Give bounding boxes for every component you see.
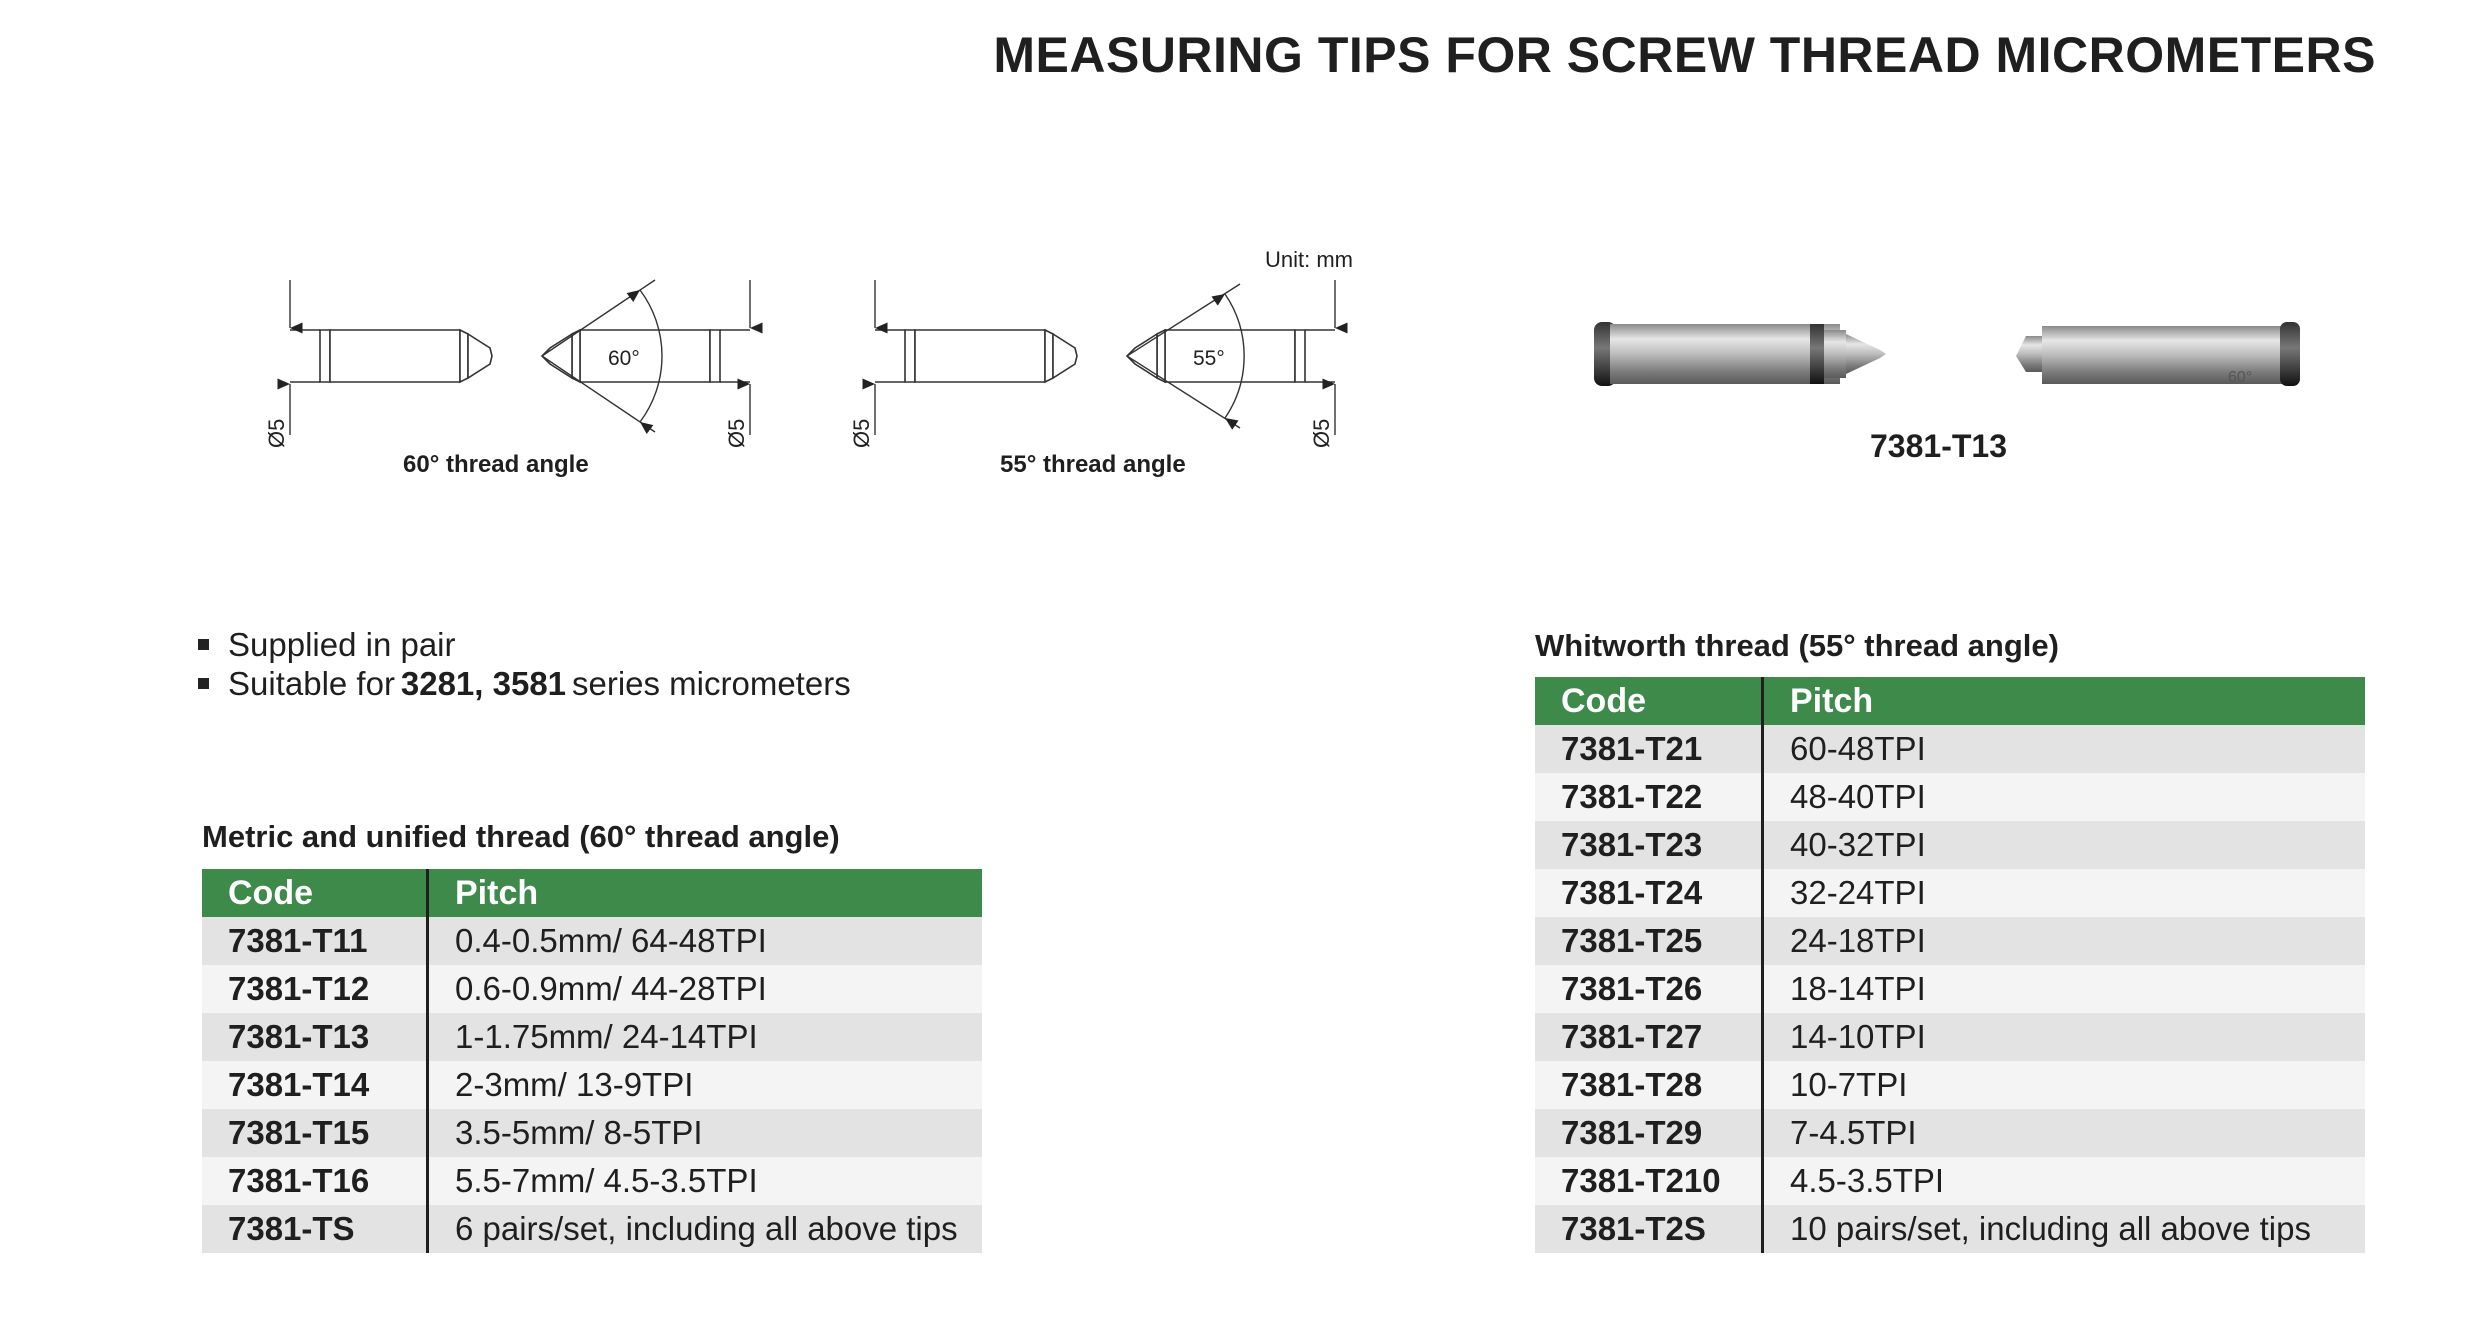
code-cell: 7381-T210 bbox=[1535, 1157, 1763, 1205]
code-cell: 7381-T24 bbox=[1535, 869, 1763, 917]
column-header-pitch: Pitch bbox=[1763, 677, 2366, 725]
table-row bbox=[202, 1205, 982, 1253]
pitch-cell: 18-14TPI bbox=[1763, 965, 2366, 1013]
tip-diagram-55 bbox=[849, 270, 1375, 460]
bullet-icon bbox=[198, 678, 209, 689]
column-header-code: Code bbox=[1535, 677, 1763, 725]
diameter-label-right: Ø5 bbox=[1309, 418, 1334, 448]
code-cell: 7381-T21 bbox=[1535, 725, 1763, 773]
pitch-cell: 10-7TPI bbox=[1763, 1061, 2366, 1109]
table-row bbox=[202, 1013, 982, 1061]
diameter-label-left: Ø5 bbox=[264, 418, 289, 448]
code-cell: 7381-T23 bbox=[1535, 821, 1763, 869]
pitch-cell: 14-10TPI bbox=[1763, 1013, 2366, 1061]
code-cell: 7381-T22 bbox=[1535, 773, 1763, 821]
table-row bbox=[202, 1157, 982, 1205]
code-cell: 7381-T27 bbox=[1535, 1013, 1763, 1061]
table-row bbox=[1535, 773, 2365, 821]
bullet-text: Supplied in pair bbox=[228, 626, 456, 663]
pitch-cell: 32-24TPI bbox=[1763, 869, 2366, 917]
table-row bbox=[1535, 821, 2365, 869]
pitch-cell: 10 pairs/set, including all above tips bbox=[1763, 1205, 2366, 1253]
table-row bbox=[1535, 965, 2365, 1013]
table-row bbox=[1535, 1157, 2365, 1205]
page-title: MEASURING TIPS FOR SCREW THREAD MICROMETERS bbox=[993, 27, 2376, 83]
code-cell: 7381-T25 bbox=[1535, 917, 1763, 965]
table-row bbox=[1535, 1109, 2365, 1157]
list-item bbox=[198, 625, 851, 664]
table-row bbox=[202, 917, 982, 965]
bullet-text: Suitable for bbox=[228, 665, 395, 702]
code-cell: 7381-T29 bbox=[1535, 1109, 1763, 1157]
table-header-row bbox=[202, 869, 982, 917]
table-row bbox=[1535, 725, 2365, 773]
table-row bbox=[1535, 917, 2365, 965]
pitch-cell: 1-1.75mm/ 24-14TPI bbox=[428, 1013, 983, 1061]
pitch-cell: 0.4-0.5mm/ 64-48TPI bbox=[428, 917, 983, 965]
code-cell: 7381-T16 bbox=[202, 1157, 428, 1205]
table-row bbox=[1535, 1205, 2365, 1253]
code-cell: 7381-TS bbox=[202, 1205, 428, 1253]
pitch-cell: 48-40TPI bbox=[1763, 773, 2366, 821]
whitworth-table bbox=[1535, 677, 2365, 1253]
code-cell: 7381-T12 bbox=[202, 965, 428, 1013]
table-row bbox=[202, 1109, 982, 1157]
code-cell: 7381-T11 bbox=[202, 917, 428, 965]
table-row bbox=[1535, 1013, 2365, 1061]
code-cell: 7381-T15 bbox=[202, 1109, 428, 1157]
whitworth-table-title: Whitworth thread (55° thread angle) bbox=[1535, 628, 2059, 663]
bullet-bold-text: 3281, 3581 bbox=[400, 665, 567, 702]
table-row bbox=[202, 965, 982, 1013]
pitch-cell: 2-3mm/ 13-9TPI bbox=[428, 1061, 983, 1109]
diagram-caption-55: 55° thread angle bbox=[1000, 451, 1186, 478]
code-cell: 7381-T14 bbox=[202, 1061, 428, 1109]
feature-list bbox=[198, 625, 851, 703]
diagram-caption-60: 60° thread angle bbox=[403, 451, 589, 478]
code-cell: 7381-T28 bbox=[1535, 1061, 1763, 1109]
angle-label-60: 60° bbox=[608, 347, 640, 370]
pitch-cell: 60-48TPI bbox=[1763, 725, 2366, 773]
pitch-cell: 40-32TPI bbox=[1763, 821, 2366, 869]
column-header-pitch: Pitch bbox=[428, 869, 983, 917]
bullet-text: series micrometers bbox=[571, 665, 851, 702]
pitch-cell: 3.5-5mm/ 8-5TPI bbox=[428, 1109, 983, 1157]
unit-label: Unit: mm bbox=[1265, 247, 1353, 272]
diameter-label-right: Ø5 bbox=[724, 418, 749, 448]
table-header-row bbox=[1535, 677, 2365, 725]
product-photo bbox=[1580, 300, 2320, 410]
pitch-cell: 5.5-7mm/ 4.5-3.5TPI bbox=[428, 1157, 983, 1205]
code-cell: 7381-T26 bbox=[1535, 965, 1763, 1013]
table-row bbox=[1535, 1061, 2365, 1109]
code-cell: 7381-T13 bbox=[202, 1013, 428, 1061]
photo-caption: 7381-T13 bbox=[1870, 428, 2007, 464]
code-cell: 7381-T2S bbox=[1535, 1205, 1763, 1253]
table-row bbox=[202, 1061, 982, 1109]
pitch-cell: 7-4.5TPI bbox=[1763, 1109, 2366, 1157]
angle-label-55: 55° bbox=[1193, 347, 1225, 370]
metric-table bbox=[202, 869, 982, 1253]
diameter-label-left: Ø5 bbox=[849, 418, 874, 448]
pitch-cell: 6 pairs/set, including all above tips bbox=[428, 1205, 983, 1253]
engraving-label: 60° bbox=[2228, 369, 2253, 386]
list-item bbox=[198, 664, 851, 703]
metric-table-title: Metric and unified thread (60° thread angle) bbox=[202, 819, 840, 854]
bullet-icon bbox=[198, 639, 209, 650]
table-row bbox=[1535, 869, 2365, 917]
column-header-code: Code bbox=[202, 869, 428, 917]
pitch-cell: 4.5-3.5TPI bbox=[1763, 1157, 2366, 1205]
pitch-cell: 24-18TPI bbox=[1763, 917, 2366, 965]
pitch-cell: 0.6-0.9mm/ 44-28TPI bbox=[428, 965, 983, 1013]
tip-diagram-60 bbox=[264, 270, 790, 460]
